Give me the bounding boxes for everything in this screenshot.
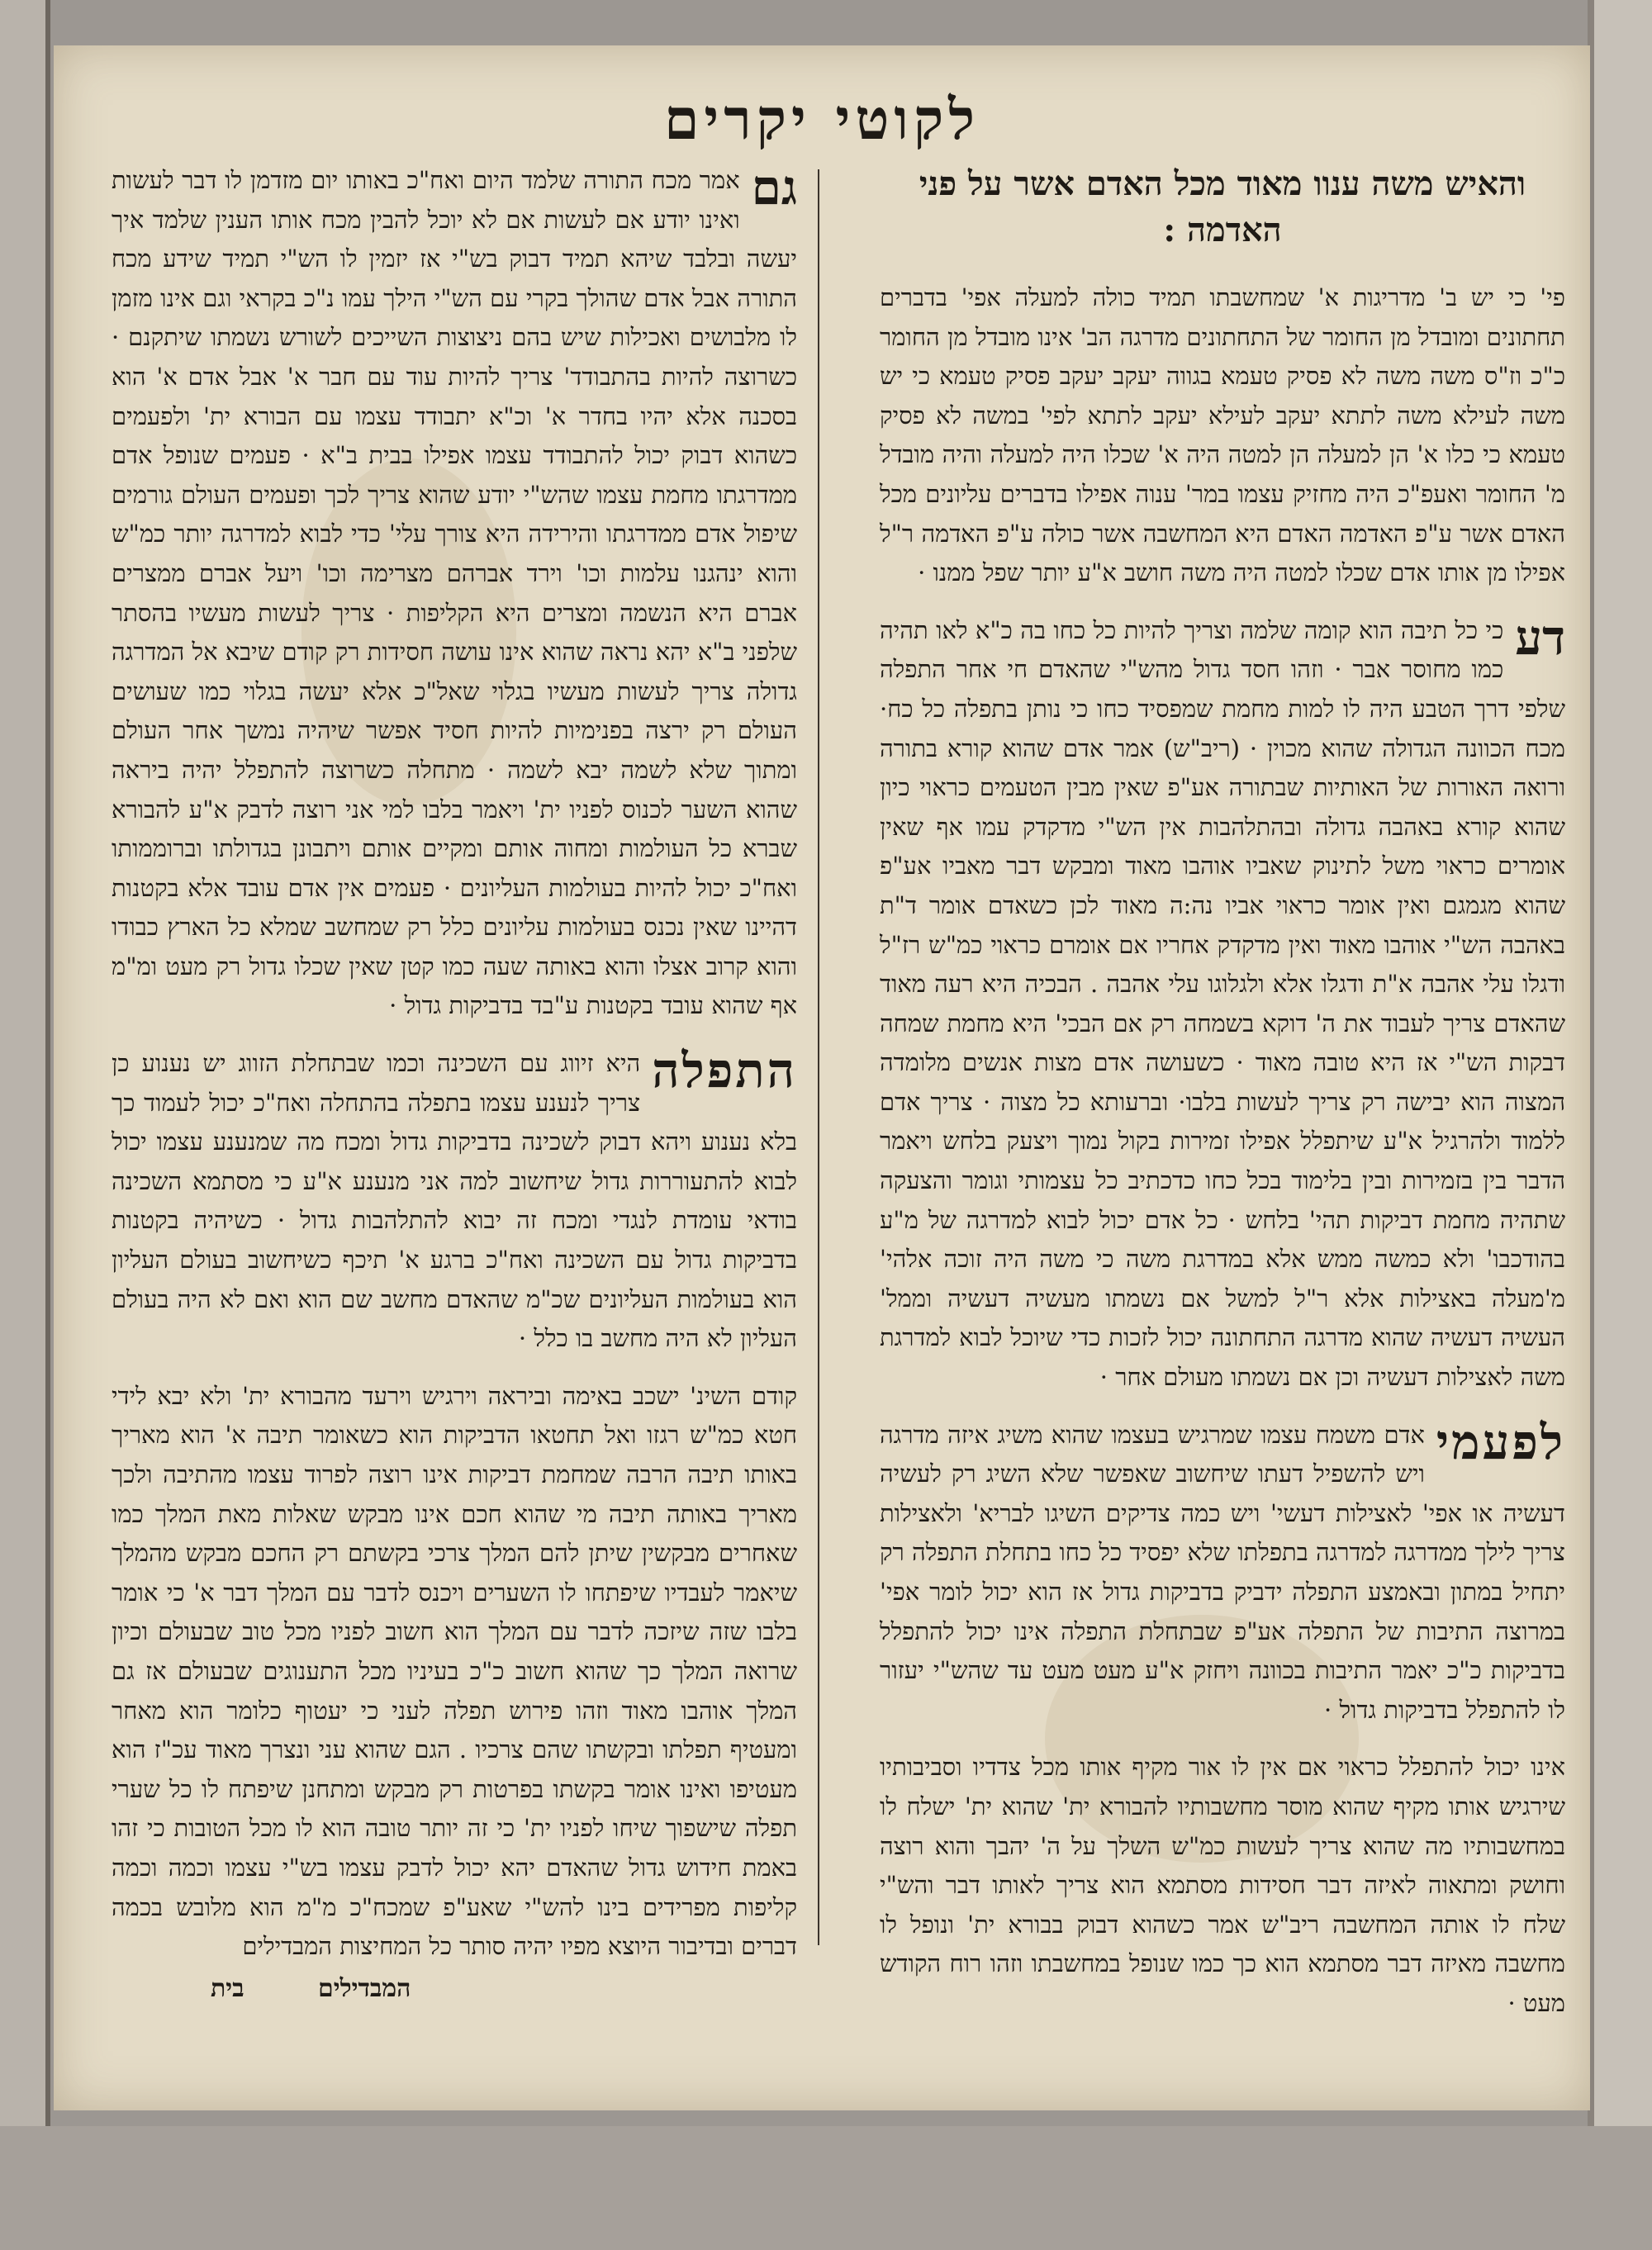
paragraph-text: אמר מכח התורה שלמד היום ואח"כ באותו יום מזדמן לו דבר לעשות ואינו יודע אם לעשות אם לא יוכל להבין מכח אותו הענין שלמד איך יעשה ובלבד שיהא תמיד דבוק בש"י אז יזמין לו הש"י תמיד שידע מכח התורה אבל אדם שהולך בקרי עם הש"י הילך עמו נ"כ בקראי וגם אינו מזמן לו מלבושים ואכילות שיש בהם ניצוצות השייכים לשורש נשמתו שיתקנם · כשרוצה להיות בהתבודד' צריך להיות עוד עם חבר א' אבל אדם א' הוא בסכנה אלא יהיו בחדר א' וכ"א יתבודד עצמו עם הבורא ית' ולפעמים כשהוא דבוק יכול להתבודד עצמו אפילו בבית ב"א · פעמים שנופל אדם ממדרגתו מחמת עצמו שהש"י יודע שהוא צריך לכך ופעמים העולם גורמים שיפול אדם ממדרגתו והירידה היא צורך עלי' כדי לבוא למדרגה יותר כמ"ש והוא ינהגנו עלמות וכו' וירד אברהם מצרימה וכו' ויעל אברם ממצרים אברם היא הנשמה ומצרים היא הקליפות · צריך לעשות מעשיו בהסתר שלפני ב"א יהא נראה שהוא אינו עושה חסידות רק קודם שיבא אל המדרגה גדולה צריך לעשות מעשיו בגלוי שאל"כ אלא יעשה בגלוי כמו שעושים העולם רק ירצה בפנימיות להיות חסיד אפשר שיהיה נמשך אחר העולם ומתוך שלא לשמה יבא לשמה · מתחלה כשרוצה להתפלל יהיה ביראה שהוא השער לכנוס לפניו ית' ויאמר בלבו למי אני רוצה לדבק א"ע להבורא שברא כל העולמות ומחוה אותם ומקיים אותם ויתבונן בגדולתו וברוממותו ואח"כ יכול להיות בעולמות העליונים · פעמים אין אדם עובד אלא בקטנות דהיינו שאין נכנס בעולמות עליונים כלל רק שמחשב שמלא כל הארץ כבודו והוא קרוב אצלו והוא באותה שעה כמו קטן שאין שכלו גדול רק מעט ומ"מ אף שהוא עובד בקטנות ע"בד בדביקות גדול ·: [112, 166, 797, 1020]
paragraph: [880, 1413, 1565, 1730]
paragraph: [112, 161, 797, 1026]
paragraph-text: היא זיווג עם השכינה וכמו שבתחלת הזווג יש נענוע כן צריך לנענע עצמו בתפלה בהתחלה ואח"כ יכול לעמוד כך בלא נענוע ויהא דבוק לשכינה בדביקות גדול ומכח מה שמנענע עצמו יכול לבוא להתעוררות גדול שיחשוב למה אני מנענע א"ע כי מסתמא השכינה בודאי עומדת לנגדי ומכח זה יבוא להתלהבות גדול · כשיהיה בקטנות בדביקות גדול עם השכינה ואח"כ ברגע א' תיכף כשיחשוב בעולם העליון הוא בעולמות העליונים שכ"מ שהאדם מחשב שם הוא ואם לא היה בעולם העליון לא היה מחשב בו כלל ·: [112, 1049, 797, 1353]
paragraph-text: אינו יכול להתפלל כראוי אם אין לו אור מקיף אותו מכל צדדיו וסביבותיו שירגיש אותו מקיף שהוא מוסר מחשבותיו להבורא ית' שהוא ית' ישלח לו במחשבותיו מה שהוא צריך לעשות כמ"ש השלך על ה' יהבך והוא רוצה וחושק ומתאוה לאיזה דבר חסידות מסתמא הוא צריך לאותו דבר והש"י שלח לו אותה המחשבה ריב"ש אמר כשהוא דבוק בבורא ית' ונופל לו מחשבה מאיזה דבר מסתמא הוא כך כמו שנופל במחשבתו וזהו רוח הקודש מעט ·: [880, 1753, 1565, 2017]
right-column: [880, 161, 1565, 2061]
paragraph-text: אדם משמח עצמו שמרגיש בעצמו שהוא משיג איזה מדרגה ויש להשפיל דעתו שיחשוב שאפשר שלא השיג רק לעשיה דעשיה או אפי' לאצילות דעשי' ויש כמה צדיקים השיגו לבריא' ולאצילות צריך לילך ממדרגה למדרגה בתפלתו שלא יפסיד כל כחו בתחלת התפלה רק יתחיל במתון ובאמצע התפלה ידביק בדביקות גדול אז הוא יכול לומר אפי' במרוצה התיבות של התפלה אע"פ שבתחלת התפלה אינו יכול להתפלל בדביקות כ"כ יאמר התיבות בכוונה ויחזק א"ע מעט מעט עד שהש"י יעזור לו להתפלל בדביקות גדול ·: [880, 1420, 1565, 1724]
paragraph: [880, 611, 1565, 1398]
paragraph-text: כי כל תיבה הוא קומה שלמה וצריך להיות כל כחו בה כ"א לאו תהיה כמו מחוסר אבר · וזהו חסד גדול מהש"י שהאדם חי אחר התפלה שלפי דרך הטבע היה לו למות מחמת שמפסיד כחו כי נותן בתפלה כל כח· מכח הכוונה הגדולה שהוא מכוין · (ריב"ש) אמר אדם שהוא קורא בתורה ורואה האורות של האותיות שבתורה אע"פ שאין מבין הטעמים כראוי כיון שהוא קורא באהבה גדולה ובהתלהבות אין הש"י מדקדק עמו אף שאין אומרים כראוי משל לתינוק שאביו אוהבו מאוד ומבקש דבר מאביו אע"פ שהוא מגמגם ואין אומר כראוי אביו נה:ה מאוד לכן כשאדם אומר ד"ת באהבה הש"י אוהבו מאוד ואין מדקדק אחריו אם אומרם כראוי כמ"ש רז"ל ודגלו עלי אהבה א"ת ודגלו אלא ולגלוגו עלי אהבה . הבכיה היא רעה מאוד שהאדם צריך לעבוד את ה' דוקא בשמחה רק אם הבכי' היא מחמת שמחה דבקות הש"י אז היא טובה מאוד · כשעושה אדם מצות אנשים מלומדה המצוה הוא יבישה רק צריך לעשות בלבו· וברעותא כל מצוה · צריך אדם ללמוד ולהרגיל א"ע שיתפלל אפילו זמירות בקול נמוך ויצעק בלחש ויאמר הדבר בין בזמירות ובין בלימוד בכל כחו כדכתיב כל עצמותי וגומר והצעקה שתהיה מחמת דביקות תהי' בלחש · כל אדם יכול לבוא למדרגה של מ"ע בהודכבו' ולא כמשה ממש אלא במדרגת משה כי משה היה זוכה אלהי' מ'מעלה באצילות אלא ר"ל למשל אם נשמתו מעשיה דעשיה וממל' העשיה דעשיה שהוא מדרגה התחתונה יכול לזכות כדי שיוכל לבוא למדרגת משה לאצילות דעשיה וכן אם נשמתו מעולם אחר ·: [880, 615, 1565, 1392]
catchword: המבדילים: [318, 1974, 411, 2003]
paragraph-head: דע: [1515, 609, 1565, 666]
book-binding-right: [1588, 0, 1652, 2250]
paragraph-head: התפלה: [652, 1042, 797, 1099]
running-head: לקוטי יקרים: [663, 87, 980, 153]
paragraph: [112, 1377, 797, 1967]
paragraph: [880, 278, 1565, 593]
column-divider: [818, 169, 819, 1945]
left-column: [112, 161, 797, 2061]
paragraph-head: גם: [751, 161, 797, 216]
verse-title: והאיש משה ענוו מאוד מכל האדם אשר על פני האדמה :: [919, 164, 1526, 249]
paragraph: [880, 1748, 1565, 2023]
catchword-signature: בית: [211, 1974, 244, 2003]
paragraph-text: פי' כי יש ב' מדריגות א' שמחשבתו תמיד כולה למעלה אפי' בדברים תחתונים ומובדל מן החומר של התחתונים מדרגה הב' אינו מובדל מן החומר כ"כ וז"ס משה משה לא פסיק טעמא בגווה יעקב יעקב פסיק טעמא כי יש משה לעילא משה לתתא יעקב לעילא יעקב לתתא לפי' במשה לא פסיק טעמא כי כלו א' הן למעלה הן למטה היה א' שכלו היה למעלה והיה מובדל מ' החומר ואעפ"כ היה מחזיק עצמו במר' ענוה אפילו בדברים עליונים מכל האדם אשר ע"פ האדמה האדם היא המחשבה אשר כולה ע"פ האדמה ר"ל אפילו מן אותו אדם שכלו למטה היה משה חושב א"ע יותר שפל ממנו ·: [880, 283, 1565, 587]
book-binding-left: [0, 0, 50, 2250]
book-page: [54, 45, 1590, 2110]
book-binding-bottom: [0, 2126, 1652, 2250]
paragraph: [112, 1044, 797, 1359]
paragraph-text: קודם השינ' ישכב באימה וביראה וירגיש וירעד מהבורא ית' ולא יבא לידי חטא כמ"ש רגזו ואל תחטאו הדביקות הוא כשאומר תיבה א' הוא מאריך באותו תיבה הרבה שמחמת דביקות אינו רוצה לפרוד עצמו מהתיבה ולכך מאריך באותה תיבה מי שהוא חכם אינו מבקש שאלות מאת המלך כמו שאחרים מבקשין שיתן להם המלך צרכי בקשתם רק החכם מבקש מהמלך שיאמר לעבדיו שיפתחו לו השערים ויכנס לדבר עם המלך דבר א' כי אומר בלבו שזה שיזכה לדבר עם המלך הוא חשוב לפניו מכל טוב שבעולם וכיון שרואה המלך כך שהוא חשוב כ"כ בעיניו מכל התענוגים שבעולם אז גם המלך אוהבו מאוד וזהו פירוש תפלה לעני כי יעטוף כלומר הוא מאחר ומעטיף תפלתו ובקשתו שהם צרכיו . הגם שהוא עני ונצרך מאוד עכ"ז הוא מעטיפו ואינו אומר בקשתו בפרטות רק מבקש ומתחנן שיפתח לו כל שערי תפלה שישפוך שיחו לפניו ית' כי זה יותר טובה הוא לו מכל הטובות כי זהו באמת חידוש גדול שהאדם יהא יכול לדבק עצמו בש"י עצמו וכמה וכמה קליפות מפרידים בינו להש"י שאע"פ שמכח"כ מ"מ הוא מלובש בכמה דברים ובדיבור היוצא מפיו יהיה סותר כל המחיצות המבדילים: [112, 1381, 797, 1961]
paragraph-head: לפעמי: [1436, 1413, 1565, 1470]
